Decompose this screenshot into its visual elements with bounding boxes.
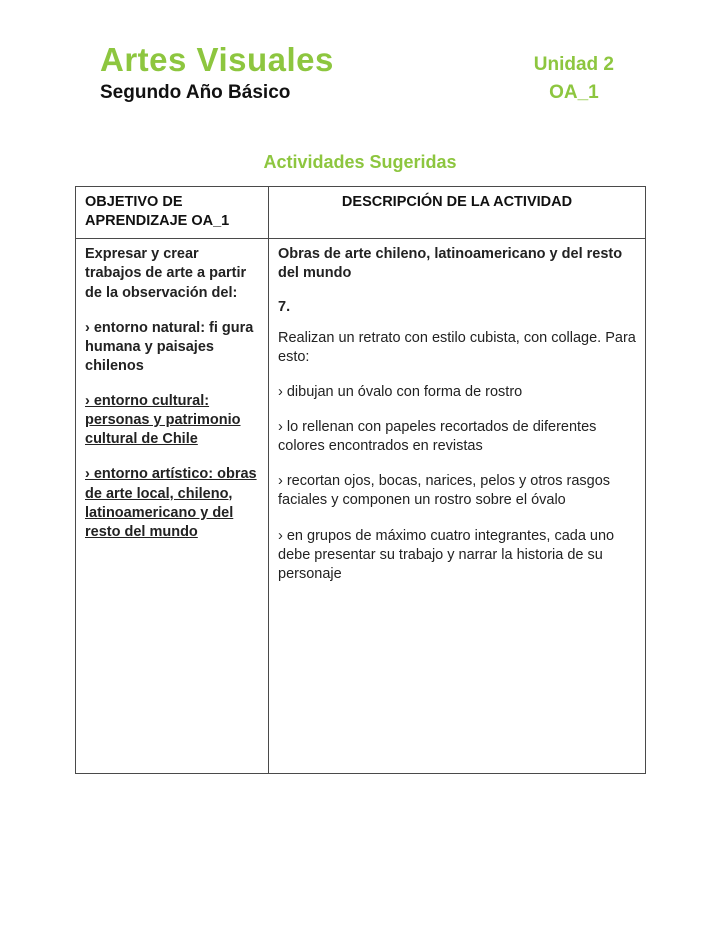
activity-cell <box>269 239 646 774</box>
activity-step: › lo rellenan con papeles recortados de diferentes colores encontrados en revistas <box>278 419 597 455</box>
unit-label: Unidad 2 <box>533 54 614 75</box>
objective-column-header: OBJETIVO DE APRENDIZAJE OA_1 <box>76 187 269 239</box>
activity-step: › en grupos de máximo cuatro integrantes, cada uno debe presentar su trabajo y narrar la historia de su personaje <box>278 527 615 582</box>
section-title: Actividades Sugeridas <box>263 152 457 173</box>
activity-intro: Realizan un retrato con estilo cubista, con collage. Para esto: <box>278 329 636 365</box>
objective-intro: Expresar y crear trabajos de arte a partir de la observación del: <box>85 246 247 301</box>
activity-title: Obras de arte chileno, latinoamericano y del resto del mundo <box>278 246 623 282</box>
activity-number: 7. <box>278 298 291 315</box>
header-left <box>100 42 334 104</box>
objective-item: › entorno artístico: obras de arte local, chileno, latinoamericano y del resto del mundo <box>85 466 257 540</box>
activity-step: › recortan ojos, bocas, narices, pelos y otros rasgos faciales y componen un rostro sobre el óvalo <box>278 473 611 509</box>
objective-item: › entorno natural: fi gura humana y paisajes chilenos <box>85 319 254 374</box>
objective-cell <box>76 239 269 774</box>
activity-step: › dibujan un óvalo con forma de rostro <box>278 383 523 400</box>
objective-item: › entorno cultural: personas y patrimonio cultural de Chile <box>85 393 241 448</box>
oa-label: OA_1 <box>549 82 599 103</box>
document-header <box>100 42 614 104</box>
activity-column-header: DESCRIPCIÓN DE LA ACTIVIDAD <box>269 187 646 239</box>
activities-table <box>75 186 646 774</box>
page-subtitle: Segundo Año Básico <box>100 82 291 104</box>
page-title: Artes Visuales <box>100 41 334 78</box>
header-right <box>534 42 614 104</box>
table-body-row <box>76 239 646 774</box>
table-header-row <box>76 187 646 239</box>
